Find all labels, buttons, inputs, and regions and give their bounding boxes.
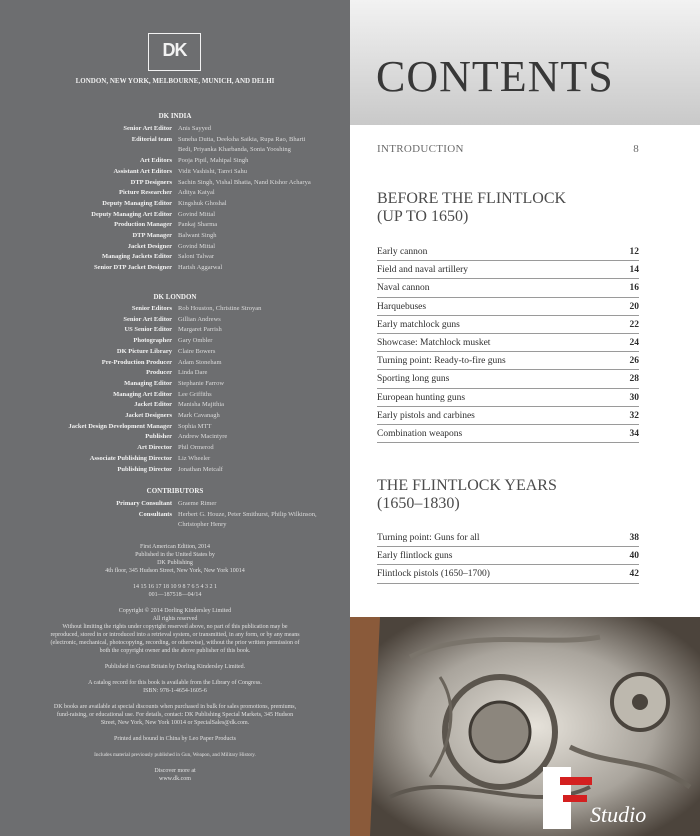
credit-names: Pooja Pipil, Mahipal Singh [178,157,249,165]
chapter-1-list [377,243,639,443]
dk-india-credits [0,124,350,274]
credit-row [0,368,350,379]
toc-item[interactable] [377,261,639,279]
credit-role: Producer [146,369,172,377]
credit-role: Deputy Managing Art Editor [91,210,172,218]
credit-row [0,263,350,274]
credit-row [0,304,350,315]
toc-item[interactable] [377,352,639,370]
credit-names: Phil Ormerod [178,444,214,452]
credit-names: Suneha Dutta, Deeksha Saikia, Rupa Rao, Bharti Bedi, Priyanka Kharbanda, Sonia Yooshing [178,135,306,154]
credit-role: Managing Art Editor [113,390,172,398]
fs-mark-red [560,777,592,785]
published-by: Published in the United States by [135,552,215,558]
chapter-2-title: THE FLINTLOCK YEARS (1650–1830) [377,477,557,512]
credit-role: US Senior Editor [124,326,172,334]
toc-item-title: Showcase: Matchlock musket [377,337,491,348]
credit-role: Managing Editor [124,379,172,387]
credit-names: Mark Cavanagh [178,412,220,420]
catalog-line: A catalog record for this book is available from the Library of Congress. [88,680,262,686]
toc-item-title: Harquebuses [377,301,427,312]
toc-item-page: 20 [629,301,639,312]
studio-watermark: Studio [590,802,647,827]
credit-row [0,390,350,401]
copyright-line: Copyright © 2014 Dorling Kindersley Limited [118,608,232,614]
toc-item-title: Early matchlock guns [377,319,460,330]
credit-row [0,510,350,531]
credit-role: Jacket Design Development Manager [68,422,172,430]
credit-row [0,188,350,199]
credit-names: Manisha Majithia [178,401,225,409]
toc-item[interactable] [377,547,639,565]
toc-item[interactable] [377,243,639,261]
toc-item[interactable] [377,370,639,388]
credit-names: Jonathan Metcalf [178,465,223,473]
toc-item-page: 14 [629,265,639,276]
credit-role: DK Picture Library [116,347,172,355]
credit-names: Andrew Macintyre [178,433,228,441]
credit-names: Graeme Rimer [178,500,217,507]
toc-item-title: Field and naval artillery [377,265,469,276]
toc-item-page: 38 [629,533,639,543]
credit-names: Adam Stoneham [178,358,222,366]
credit-role: Assistant Art Editors [113,167,172,175]
toc-item-page: 28 [629,374,639,385]
credit-row [0,325,350,336]
credit-role: Jacket Designer [127,242,172,250]
credit-row [0,220,350,231]
website-link[interactable]: www.dk.com [159,776,191,782]
toc-item-page: 32 [629,410,639,421]
intro-title: INTRODUCTION [377,143,464,155]
gb-line: Published in Great Britain by Dorling Kindersley Limited. [104,664,246,670]
credit-row [0,124,350,135]
toc-item[interactable] [377,389,639,407]
credit-names: Aditya Katyal [178,189,215,197]
toc-item[interactable] [377,279,639,297]
credit-role: Senior Art Editor [123,315,172,323]
contributors-credits [0,499,350,531]
intro-page: 8 [633,143,639,155]
credit-role: Jacket Editor [134,401,172,409]
flintlock-engraving-photo [350,617,700,836]
credit-row [0,156,350,167]
toc-item-page: 42 [629,569,639,580]
credit-role: Jacket Designers [125,412,172,420]
dk-india-heading: DK INDIA [158,112,192,120]
credit-row [0,231,350,242]
credit-names: Anis Sayyed [178,125,212,132]
credit-role: Senior Editors [131,305,172,312]
toc-item-page: 40 [629,551,639,562]
edition: First American Edition, 2014 [140,544,210,550]
credit-names: Vidit Vashisht, Tanvi Sahu [178,167,247,175]
discover-line: Discover more at [154,768,196,774]
credit-role: DTP Designers [130,178,172,186]
toc-introduction[interactable] [377,143,639,155]
printed-line: Printed and bound in China by Leo Paper Products [114,736,236,742]
toc-item[interactable] [377,316,639,334]
credit-role: Associate Publishing Director [89,454,172,462]
toc-item[interactable] [377,298,639,316]
credit-names: Govind Mittal [178,242,216,250]
credit-names: Kingshuk Ghoshal [178,199,227,207]
toc-item[interactable] [377,407,639,425]
credit-role: Pre-Production Producer [101,358,172,366]
toc-item-title: Flintlock pistols (1650–1700) [377,569,490,580]
credit-row [0,135,350,156]
toc-item-title: Sporting long guns [377,374,450,385]
credit-row [0,499,350,510]
special-sales: DK books are available at special discounts when purchased in bulk for sales promotions, premiums, fund-raising, or educational use. For details, contact: DK Publishing Special Markets, 345 Hudson Street, New York, New York 10014 or SpecialSales@dk.com. [53,704,297,726]
toc-item-title: Early pistols and carbines [377,410,475,421]
toc-item-page: 24 [629,337,639,348]
imprint-block [50,543,300,791]
credit-names: Balwant Singh [178,232,217,240]
credit-row [0,465,350,476]
credit-role: Photographer [133,337,172,345]
toc-item[interactable] [377,425,639,443]
credit-row [0,347,350,358]
rights-line: All rights reserved [152,616,198,622]
credit-row [0,443,350,454]
credit-row [0,422,350,433]
credit-row [0,358,350,369]
contents-title: CONTENTS [376,52,614,101]
credit-row [0,432,350,443]
credit-role: DTP Manager [132,232,172,240]
legal-text: Without limiting the rights under copyright reserved above, no part of this publication may be reproduced, stored in or introduced into a retrieval system, or transmitted, in any form, or by any means (electronic, mechanical, photocopying, recording, or otherwise), without the prior written permission of both the copyright owner and the above publisher of this book. [50,624,300,654]
credit-row [0,167,350,178]
credit-names: Sophia MTT [178,422,212,430]
credit-names: Herbert G. Houze, Peter Smithurst, Philip Wilkinson, Christopher Henry [178,510,317,529]
credit-row [0,210,350,221]
credit-names: Lee Griffiths [178,390,212,398]
credit-role: Production Manager [114,221,172,229]
toc-item-page: 26 [629,356,639,367]
credit-role: Senior Art Editor [123,125,172,132]
toc-item-page: 22 [629,319,639,330]
credit-role: Publisher [145,433,172,441]
credit-row [0,336,350,347]
credit-role: Deputy Managing Editor [102,199,172,207]
toc-item-title: European hunting guns [377,392,466,403]
credit-row [0,242,350,253]
dk-logo: DK [148,33,201,71]
credit-role: Publishing Director [117,465,172,473]
credit-names: Gary Ombler [178,337,213,345]
credit-names: Saloni Talwar [178,253,215,261]
credit-row [0,400,350,411]
toc-item-title: Turning point: Guns for all [377,533,480,543]
credit-names: Linda Dare [178,369,208,377]
credit-names: Govind Mittal [178,210,216,218]
credit-row [0,454,350,465]
credit-role: Senior DTP Jacket Designer [93,264,172,272]
credit-names: Pankaj Sharma [178,221,218,229]
credit-role: Art Director [137,444,172,452]
credit-row [0,379,350,390]
toc-item-page: 12 [629,247,639,257]
toc-item-title: Combination weapons [377,428,463,439]
dk-london-credits [0,304,350,475]
credit-names: Sachin Singh, Vishal Bhatia, Nand Kishor Acharya [178,178,311,186]
toc-item-page: 16 [629,283,639,294]
credit-role: Picture Researcher [119,189,172,197]
credit-role: Managing Jackets Editor [101,253,172,261]
toc-item-title: Early flintlock guns [377,551,453,562]
chapter-2-list [377,529,639,584]
includes-line: Includes material previously published in Gun, Weapon, and Military History. [94,752,256,758]
print-code: 001—187518—04/14 [148,592,202,598]
publisher-address: 4th floor, 345 Hudson Street, New York, New York 10014 [105,568,245,574]
credit-role: Consultants [138,510,172,518]
contributors-heading: CONTRIBUTORS [146,487,204,495]
credit-names: Claire Bowers [178,347,216,355]
printing-numbers: 14 15 16 17 18 10 9 8 7 6 5 4 3 2 1 [133,584,217,590]
credit-role: Editorial team [131,135,172,143]
credit-role: Art Editors [140,157,172,165]
credit-role: Primary Consultant [116,500,172,507]
publisher-cities: LONDON, NEW YORK, MELBOURNE, MUNICH, AND DELHI [75,77,275,85]
isbn: ISBN: 978-1-4654-1605-6 [143,688,207,694]
toc-item[interactable] [377,334,639,352]
credit-row [0,411,350,422]
toc-item[interactable] [377,565,639,583]
credit-names: Harish Aggarwal [178,264,223,272]
credit-names: Margaret Parrish [178,326,222,334]
credit-row [0,252,350,263]
credit-row [0,178,350,189]
toc-item-page: 30 [629,392,639,403]
credit-row [0,315,350,326]
contents-page [350,0,700,836]
credit-names: Rob Houston, Christine Stroyan [178,305,262,312]
credit-row [0,199,350,210]
credit-names: Liz Wheeler [178,454,211,462]
toc-item-title: Naval cannon [377,283,430,294]
credit-names: Gillian Andrews [178,315,221,323]
credit-names: Stephanie Farrow [178,379,225,387]
toc-item-title: Turning point: Ready-to-fire guns [377,356,506,367]
toc-item[interactable] [377,529,639,547]
toc-item-page: 34 [629,428,639,439]
dk-london-heading: DK LONDON [153,293,197,301]
publisher-name: DK Publishing [157,560,193,566]
chapter-1-title: BEFORE THE FLINTLOCK (UP TO 1650) [377,190,567,225]
toc-item-title: Early cannon [377,247,428,257]
